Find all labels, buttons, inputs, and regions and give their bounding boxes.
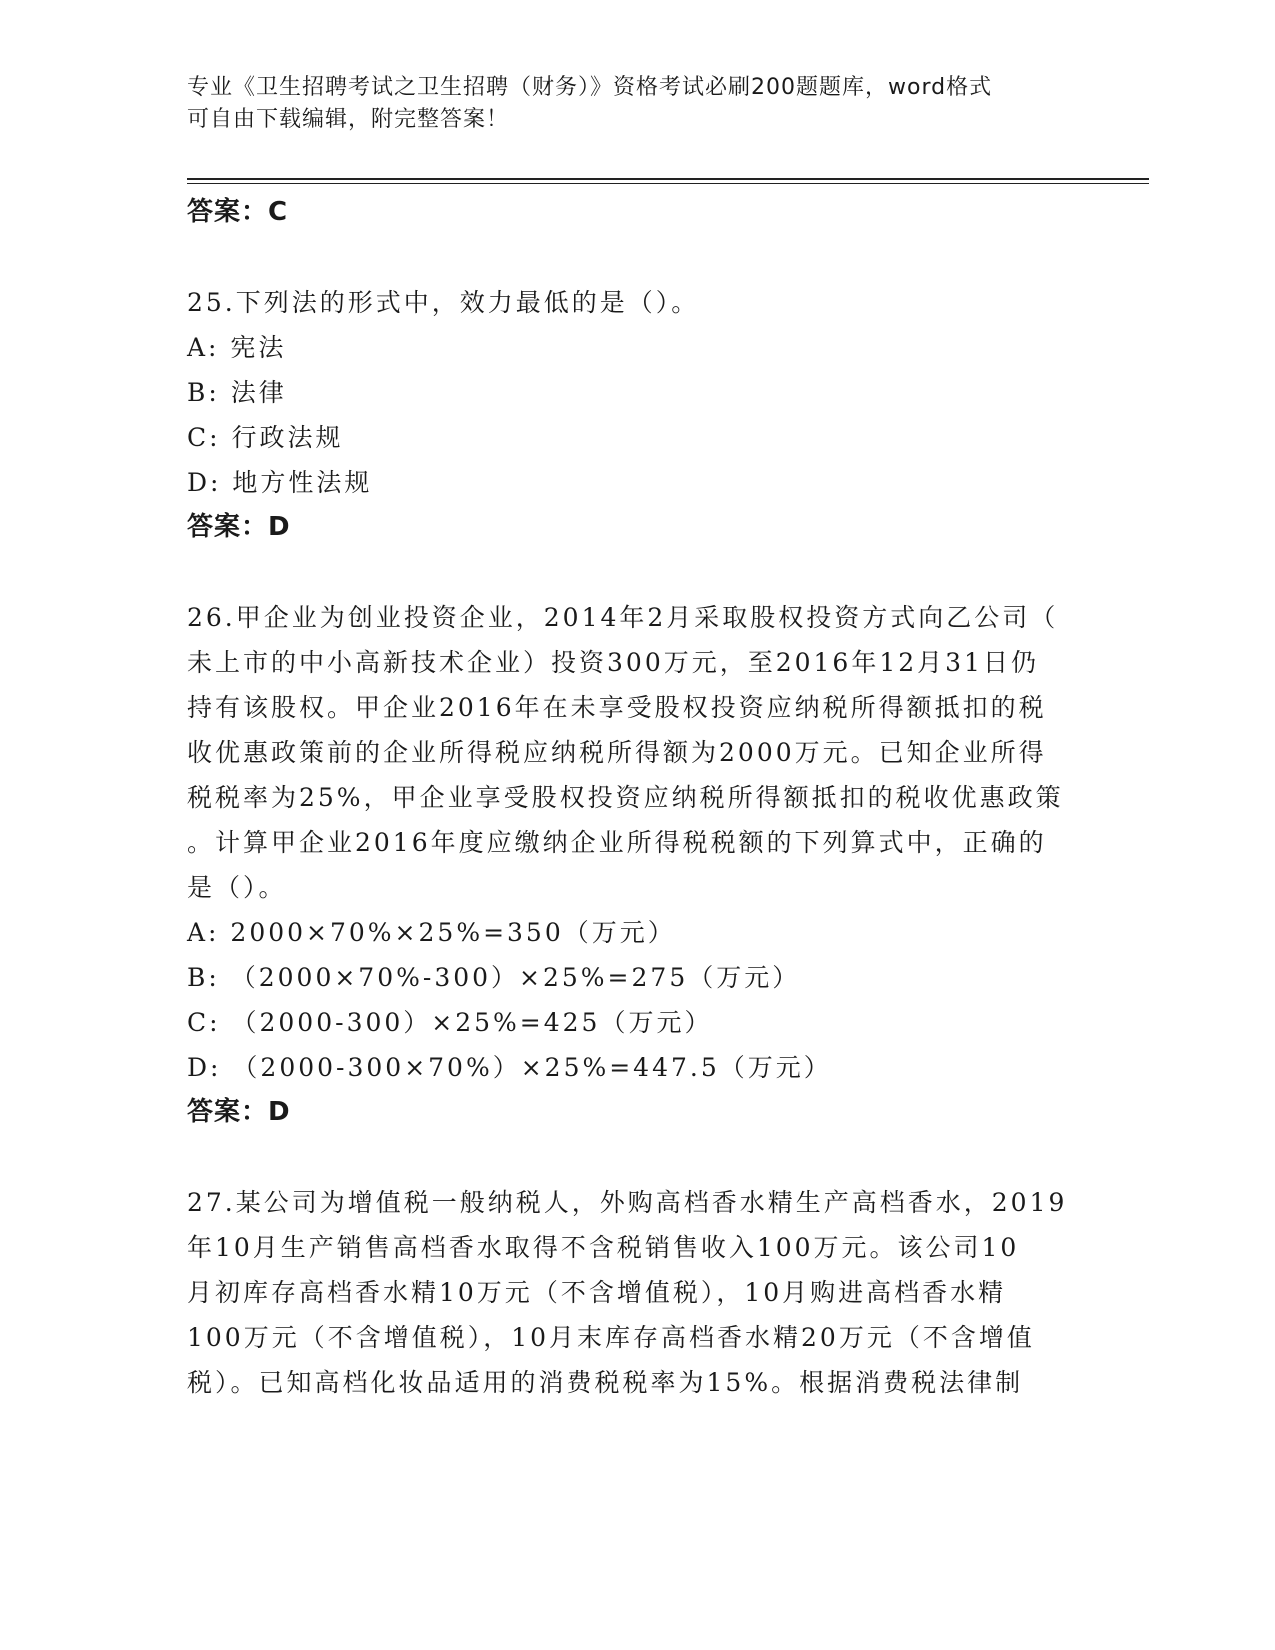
option-c: C: （2000-300）×25%=425（万元） (187, 1008, 713, 1037)
question-26 (187, 595, 1077, 1135)
document-body (187, 190, 1077, 1405)
header-line-2: 可自由下载编辑，附完整答案！ (187, 107, 510, 132)
option-c: C: 行政法规 (187, 423, 344, 452)
question-text: 税）。已知高档化妆品适用的消费税税率为15%。根据消费税法律制 (187, 1368, 1024, 1397)
option-b: B: （2000×70%-300）×25%=275（万元） (187, 963, 801, 992)
option-a: A: 2000×70%×25%=350（万元） (187, 918, 676, 947)
question-text: 。计算甲企业2016年度应缴纳企业所得税税额的下列算式中，正确的 (187, 828, 1047, 857)
option-d: D: （2000-300×70%）×25%=447.5（万元） (187, 1053, 832, 1082)
question-text: 26.甲企业为创业投资企业，2014年2月采取股权投资方式向乙公司（ (187, 603, 1059, 632)
question-text: 收优惠政策前的企业所得税应纳税所得额为2000万元。已知企业所得 (187, 738, 1047, 767)
option-b: B: 法律 (187, 378, 287, 407)
document-header (187, 72, 1067, 136)
question-text: 持有该股权。甲企业2016年在未享受股权投资应纳税所得额抵扣的税 (187, 693, 1047, 722)
question-text: 25.下列法的形式中，效力最低的是（）。 (187, 288, 700, 317)
answer-label: 答案：C (187, 197, 289, 227)
option-a: A: 宪法 (187, 333, 287, 362)
question-25 (187, 280, 1077, 550)
question-text: 未上市的中小高新技术企业）投资300万元，至2016年12月31日仍 (187, 648, 1039, 677)
header-line-1: 专业《卫生招聘考试之卫生招聘（财务）》资格考试必刷200题题库，word格式 (187, 75, 993, 100)
header-divider-thick (187, 178, 1149, 180)
question-text: 年10月生产销售高档香水取得不含税销售收入100万元。该公司10 (187, 1233, 1020, 1262)
question-text: 27.某公司为增值税一般纳税人，外购高档香水精生产高档香水，2019 (187, 1188, 1068, 1217)
question-text: 是（）。 (187, 873, 287, 902)
question-27 (187, 1180, 1077, 1405)
question-text: 月初库存高档香水精10万元（不含增值税），10月购进高档香水精 (187, 1278, 1007, 1307)
question-text: 100万元（不含增值税），10月末库存高档香水精20万元（不含增值 (187, 1323, 1035, 1352)
option-d: D: 地方性法规 (187, 468, 373, 497)
header-divider-thin (187, 183, 1149, 184)
question-text: 税税率为25%，甲企业享受股权投资应纳税所得额抵扣的税收优惠政策 (187, 783, 1064, 812)
answer-label: 答案：D (187, 512, 291, 542)
answer-label: 答案：D (187, 1097, 291, 1127)
